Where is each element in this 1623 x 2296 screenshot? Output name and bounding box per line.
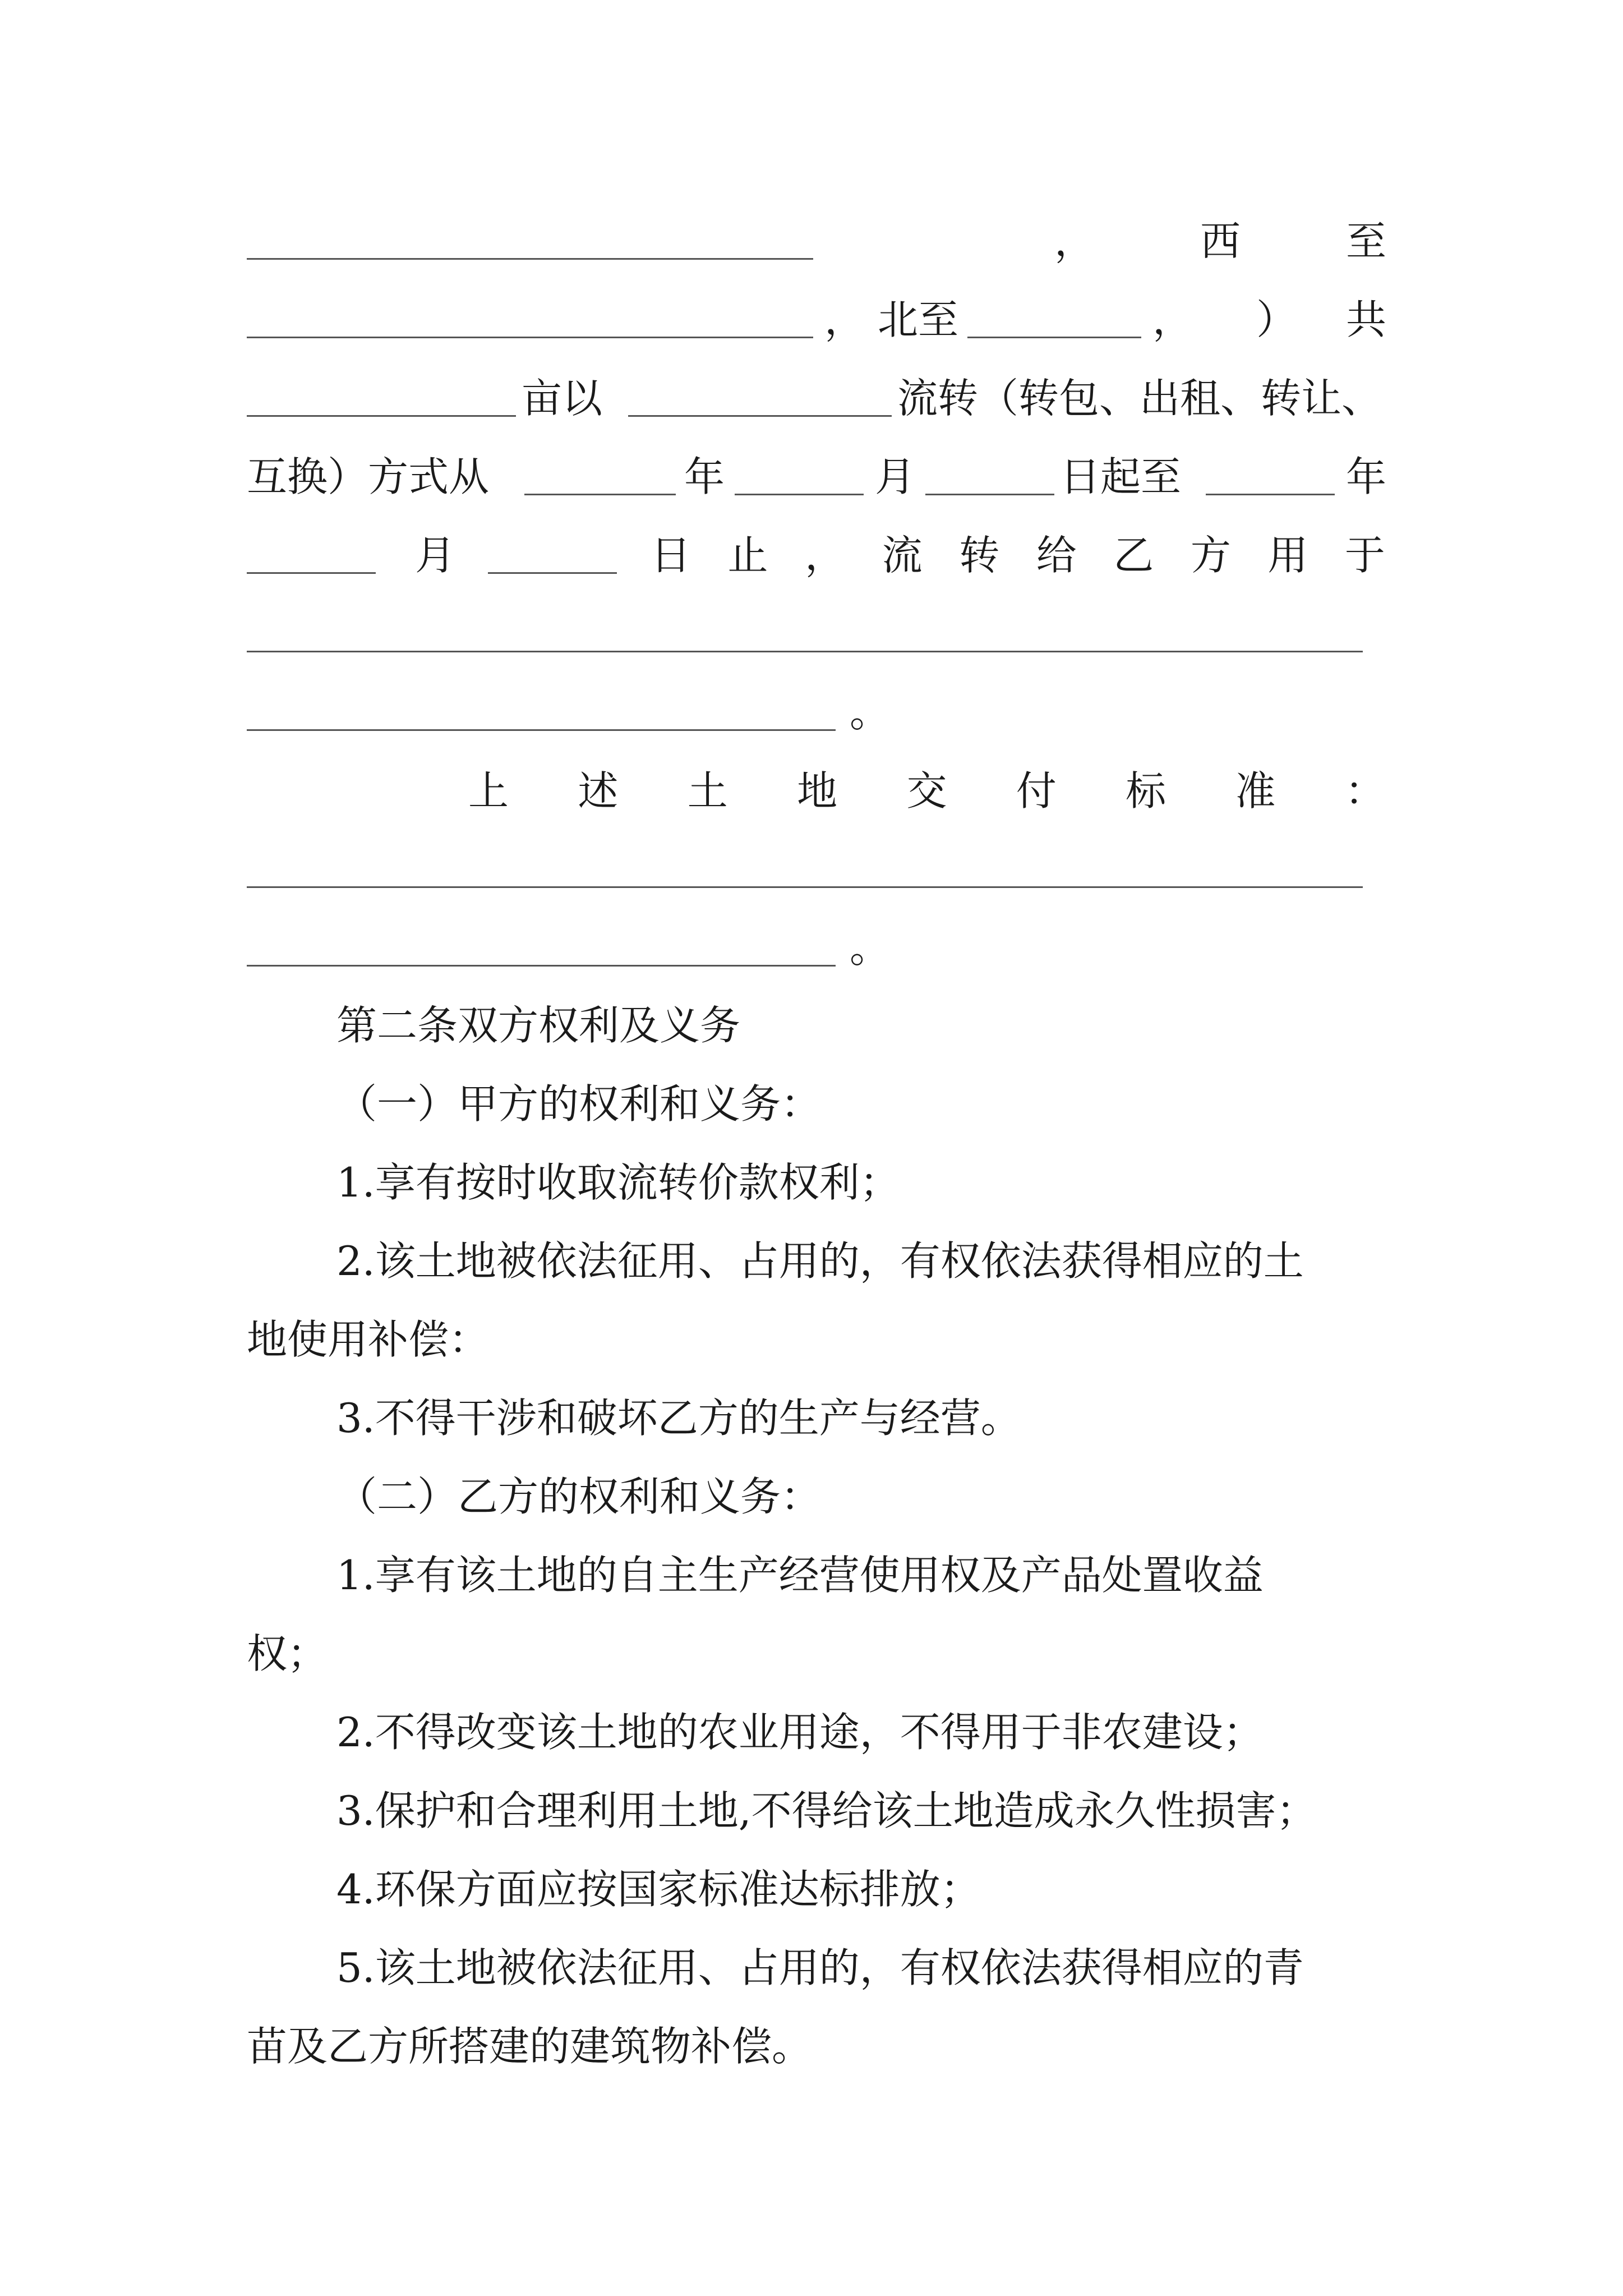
text-liuzhuan: 流转（转包、出租、转让、 [897, 375, 1382, 422]
blank-field[interactable] [488, 572, 617, 574]
contract-line-1 [247, 213, 1385, 269]
text-yue: 月 [875, 453, 916, 500]
char: 用 [1267, 532, 1308, 579]
blank-field[interactable] [247, 965, 836, 967]
char: 交 [906, 767, 947, 815]
contract-line-9 [247, 841, 1385, 898]
contract-line-10 [247, 920, 1385, 976]
char: 转 [959, 532, 1000, 579]
party-a-item-2-cont: 地使用补偿： [247, 1316, 490, 1363]
text-zhi: 至 [1346, 218, 1387, 265]
comma: ， [1152, 296, 1193, 343]
char: 付 [1016, 767, 1057, 815]
party-b-item-5: 5.该土地被依法征用、占用的，有权依法获得相应的青 [336, 1944, 1304, 1991]
party-b-item-5-cont: 苗及乙方所搭建的建筑物补偿。 [247, 2023, 813, 2070]
blank-field[interactable] [247, 729, 836, 731]
char: 方 [1190, 532, 1231, 579]
party-a-item-1: 1.享有按时收取流转价款权利； [336, 1159, 900, 1206]
char: ： [1344, 767, 1385, 815]
contract-line-7 [247, 684, 1385, 740]
char: 流 [882, 532, 923, 579]
contract-line-6 [247, 606, 1385, 662]
contract-line-2 [247, 292, 1385, 348]
char: 给 [1036, 532, 1077, 579]
paren-close: ） [1256, 296, 1297, 343]
party-b-item-1: 1.享有该土地的自主生产经营使用权及产品处置收益 [336, 1552, 1264, 1599]
period: 。 [850, 689, 891, 736]
char: 于 [1344, 532, 1385, 579]
blank-field[interactable] [524, 494, 676, 495]
text-yue: 月 [415, 532, 456, 579]
article-2-title: 第二条双方权利及义务 [336, 1002, 741, 1049]
party-b-item-1-cont: 权； [247, 1630, 328, 1677]
party-b-item-4: 4.环保方面应按国家标准达标排放； [336, 1866, 981, 1913]
party-b-item-3: 3.保护和合理利用土地,不得给该土地造成永久性损害； [336, 1787, 1317, 1834]
party-a-heading: （一）甲方的权利和义务： [336, 1080, 822, 1128]
text-xi: 西 [1200, 218, 1241, 265]
text-gong: 共 [1346, 296, 1387, 343]
blank-field[interactable] [628, 415, 892, 417]
text-nian: 年 [1346, 453, 1387, 500]
contract-line-8 [247, 763, 1385, 819]
char: 上 [468, 767, 509, 815]
blank-field[interactable] [247, 337, 813, 338]
blank-field[interactable] [247, 572, 376, 574]
contract-line-4 [247, 449, 1385, 505]
period: 。 [850, 924, 891, 972]
contract-line-5 [247, 527, 1385, 583]
contract-line-3 [247, 370, 1385, 426]
char: 止 [727, 532, 768, 579]
party-b-heading: （二）乙方的权利和义务： [336, 1473, 822, 1520]
justified-text [468, 763, 1385, 819]
party-b-item-2: 2.不得改变该土地的农业用途，不得用于非农建设； [336, 1709, 1264, 1756]
comma: ， [1054, 218, 1095, 265]
char: 日 [651, 532, 691, 579]
char: 土 [687, 767, 728, 815]
comma: ， [824, 296, 865, 343]
char: 乙 [1113, 532, 1154, 579]
char: 地 [797, 767, 838, 815]
text-nian: 年 [684, 453, 725, 500]
blank-field[interactable] [247, 886, 1363, 888]
text-muyi: 亩以 [522, 375, 603, 422]
char: 准 [1235, 767, 1276, 815]
party-a-item-2: 2.该土地被依法征用、占用的，有权依法获得相应的土 [336, 1237, 1304, 1285]
blank-field[interactable] [247, 415, 516, 417]
text-huhuan: 互换）方式从 [247, 453, 490, 500]
blank-field[interactable] [247, 258, 813, 260]
char: ， [805, 532, 846, 579]
blank-field[interactable] [1206, 494, 1335, 495]
blank-field[interactable] [247, 651, 1363, 652]
justified-text [651, 527, 1385, 583]
blank-field[interactable] [735, 494, 864, 495]
char: 标 [1126, 767, 1166, 815]
char: 述 [578, 767, 619, 815]
text-beizhi: 北至 [878, 296, 959, 343]
blank-field[interactable] [925, 494, 1054, 495]
blank-field[interactable] [967, 337, 1141, 338]
party-a-item-3: 3.不得干涉和破坏乙方的生产与经营。 [336, 1395, 1021, 1442]
text-riqizhi: 日起至 [1060, 453, 1182, 500]
